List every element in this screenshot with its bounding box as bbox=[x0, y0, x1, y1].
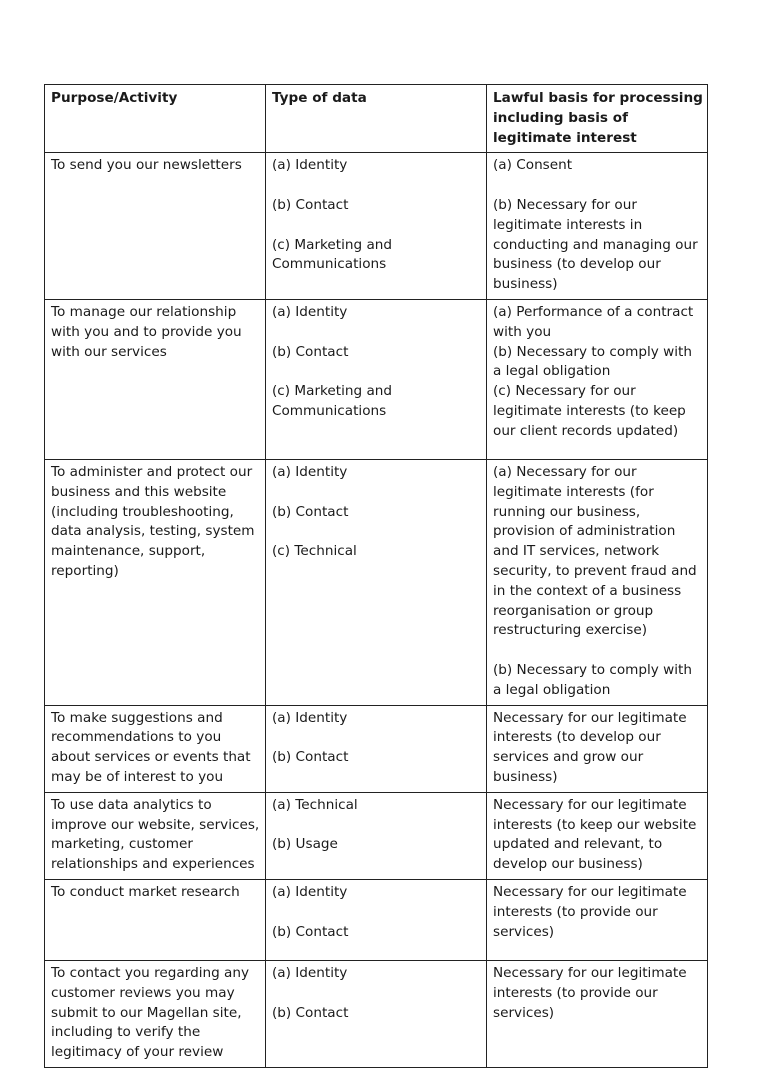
lawful-basis-item: Necessary for our legitimate interests (to provide our services) bbox=[493, 883, 687, 940]
lawful-basis-item: Necessary for our legitimate interests (to provide our services) bbox=[493, 964, 687, 1021]
data-type-item: (b) Contact bbox=[272, 343, 349, 360]
table-row bbox=[45, 879, 708, 960]
lawful-basis-item: Necessary for our legitimate interests (to develop our services and grow our business) bbox=[493, 709, 687, 785]
data-type-item: (b) Contact bbox=[272, 923, 349, 940]
lawful-basis-cell bbox=[487, 299, 708, 459]
lawful-basis-item: (a) Necessary for our legitimate interests (for running our business, provision of administration and IT services, network security, to prevent fraud and in the context of a business reorganisation or group restructuring exercise) bbox=[493, 463, 697, 639]
data-type-item: (a) Identity bbox=[272, 157, 348, 174]
type-of-data-cell bbox=[266, 153, 487, 300]
lawful-basis-item: (a) Performance of a contract with you bbox=[493, 303, 694, 340]
type-of-data-cell bbox=[266, 299, 487, 459]
table-header-row bbox=[45, 85, 708, 153]
purpose-cell: To make suggestions and recommendations to you about services or events that may be of interest to you bbox=[45, 705, 266, 792]
table-row bbox=[45, 705, 708, 792]
purpose-cell: To contact you regarding any customer reviews you may submit to our Magellan site, including to verify the legitimacy of your review bbox=[45, 960, 266, 1067]
header-type-of-data: Type of data bbox=[266, 85, 487, 153]
data-type-item: (b) Usage bbox=[272, 836, 338, 853]
table-row bbox=[45, 153, 708, 300]
lawful-basis-document bbox=[44, 84, 707, 1068]
data-type-item: (b) Contact bbox=[272, 1004, 349, 1021]
lawful-basis-item: (b) Necessary to comply with a legal obligation bbox=[493, 343, 692, 380]
data-type-item: (b) Contact bbox=[272, 749, 349, 766]
type-of-data-cell bbox=[266, 459, 487, 705]
table-row bbox=[45, 960, 708, 1067]
lawful-basis-item: (a) Consent bbox=[493, 157, 573, 174]
type-of-data-cell bbox=[266, 960, 487, 1067]
lawful-basis-cell bbox=[487, 705, 708, 792]
data-type-item: (a) Identity bbox=[272, 303, 348, 320]
type-of-data-cell bbox=[266, 879, 487, 960]
data-type-item: (a) Identity bbox=[272, 709, 348, 726]
purpose-cell: To conduct market research bbox=[45, 879, 266, 960]
lawful-basis-cell bbox=[487, 792, 708, 879]
header-lawful-basis: Lawful basis for processing including basis of legitimate interest bbox=[487, 85, 708, 153]
data-type-item: (b) Contact bbox=[272, 196, 349, 213]
type-of-data-cell bbox=[266, 792, 487, 879]
table-row bbox=[45, 299, 708, 459]
data-type-item: (a) Identity bbox=[272, 463, 348, 480]
data-type-item: (c) Marketing and Communications bbox=[272, 383, 393, 419]
header-purpose: Purpose/Activity bbox=[45, 85, 266, 153]
lawful-basis-item: (c) Necessary for our legitimate interests (to keep our client records updated) bbox=[493, 383, 686, 439]
type-of-data-cell bbox=[266, 705, 487, 792]
table-row bbox=[45, 459, 708, 705]
data-type-item: (a) Identity bbox=[272, 883, 348, 900]
table-row bbox=[45, 792, 708, 879]
lawful-basis-cell bbox=[487, 153, 708, 300]
lawful-basis-cell bbox=[487, 960, 708, 1067]
purpose-cell: To use data analytics to improve our website, services, marketing, customer relationships and experiences bbox=[45, 792, 266, 879]
data-type-item: (b) Contact bbox=[272, 503, 349, 520]
data-type-item: (a) Technical bbox=[272, 796, 358, 813]
purpose-cell: To administer and protect our business and this website (including troubleshooting, data analysis, testing, system maintenance, support, reporting) bbox=[45, 459, 266, 705]
data-type-item: (a) Identity bbox=[272, 964, 348, 981]
lawful-basis-cell bbox=[487, 459, 708, 705]
purpose-cell: To send you our newsletters bbox=[45, 153, 266, 300]
lawful-basis-item: (b) Necessary to comply with a legal obligation bbox=[493, 661, 692, 698]
lawful-basis-cell bbox=[487, 879, 708, 960]
lawful-basis-table bbox=[44, 84, 708, 1068]
data-type-item: (c) Marketing and Communications bbox=[272, 236, 393, 273]
lawful-basis-item: Necessary for our legitimate interests (to keep our website updated and relevant, to develop our business) bbox=[493, 796, 697, 873]
purpose-cell: To manage our relationship with you and to provide you with our services bbox=[45, 299, 266, 459]
lawful-basis-item: (b) Necessary for our legitimate interests in conducting and managing our business (to develop our business) bbox=[493, 196, 698, 293]
data-type-item: (c) Technical bbox=[272, 543, 357, 560]
